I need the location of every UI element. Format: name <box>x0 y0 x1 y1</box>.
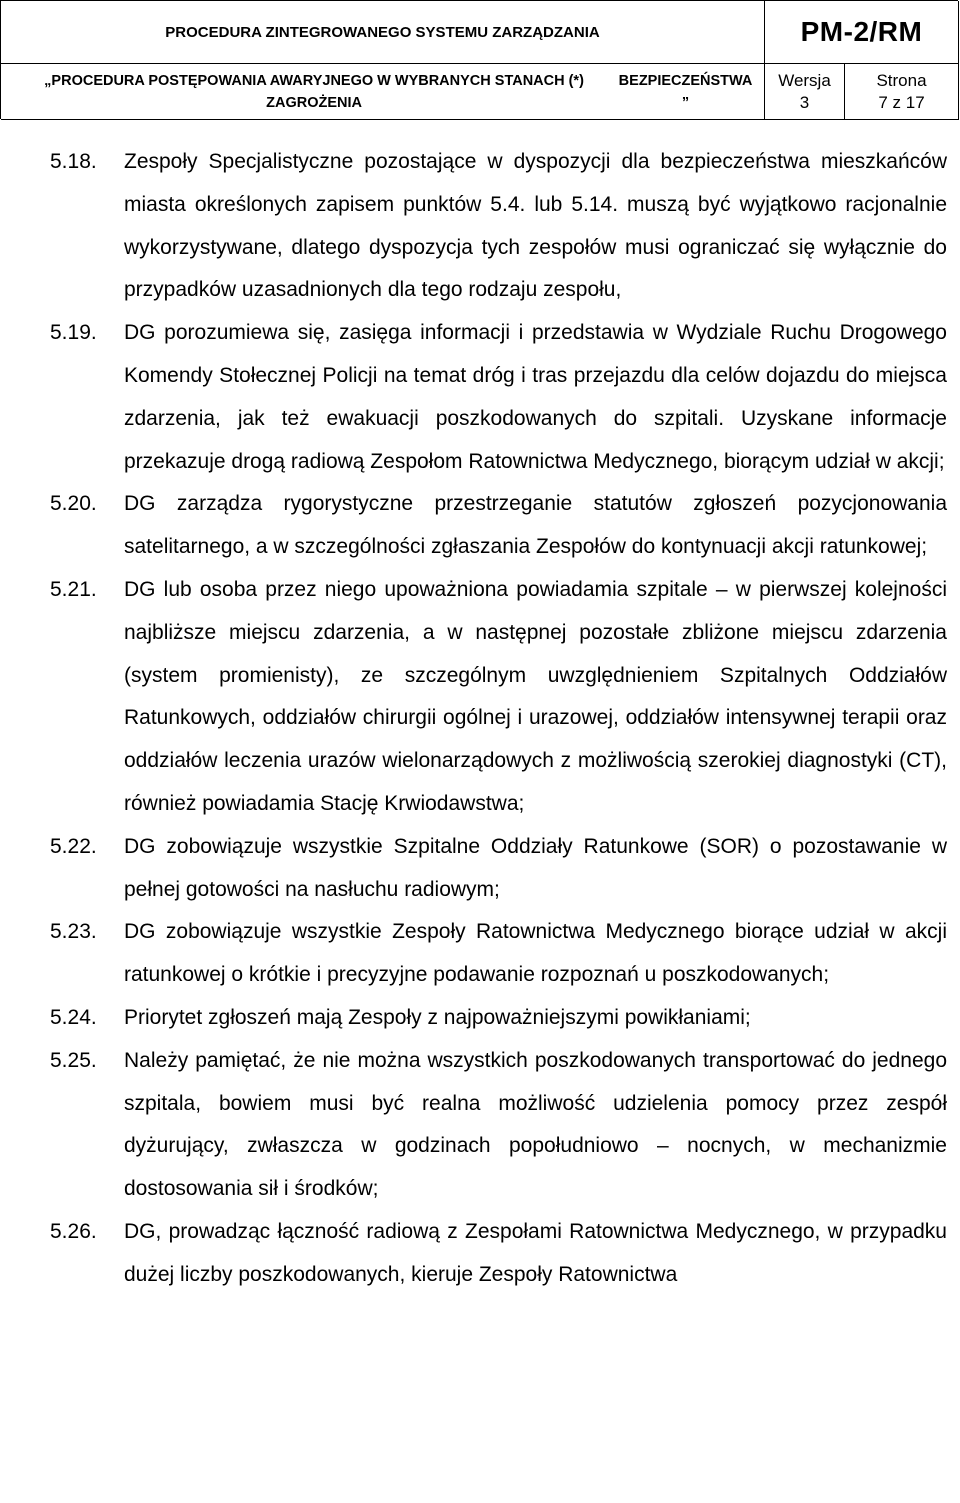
item-number: 5.24. <box>50 1005 97 1029</box>
procedure-system-title: PROCEDURA ZINTEGROWANEGO SYSTEMU ZARZĄDZANIA <box>1 1 765 64</box>
item-number: 5.25. <box>50 1048 97 1072</box>
item-number: 5.18. <box>50 150 97 173</box>
procedure-subtitle-line-2: BEZPIECZEŃSTWA ” <box>618 72 753 111</box>
document-body <box>50 141 947 1297</box>
list-item-5-18 <box>50 141 947 312</box>
item-text: DG zobowiązuje wszystkie Szpitalne Oddziały Ratunkowe (SOR) o pozostawanie w pełnej gotowości na nasłuchu radiowym; <box>124 834 947 901</box>
item-text: DG lub osoba przez niego upoważniona powiadamia szpitale – w pierwszej kolejności najbliższe miejscu zdarzenia, a w następnej pozostałe zbliżone miejscu zdarzenia (system promienisty), ze szczególnym uwzględnieniem Szpitalnych Oddziałów Ratunkowych, oddziałów chirurgii ogólnej i urazowej, oddziałów intensywnej terapii oraz oddziałów leczenia urazów wielonarządowych z możliwością szerokiej diagnostyki (CT), również powiadamia Stację Krwiodawstwa; <box>124 577 947 815</box>
page-cell <box>845 64 959 120</box>
list-item-5-26 <box>50 1211 947 1297</box>
item-text: DG porozumiewa się, zasięga informacji i przedstawia w Wydziale Ruchu Drogowego Komendy Stołecznej Policji na temat dróg i tras przejazdu dla celów dojazdu do miejsca zdarzenia, jak też ewakuacji poszkodowanych do szpitali. Uzyskane informacje przekazuje drogą radiową Zespołom Ratownictwa Medycznego, biorącym udział w akcji; <box>124 321 947 473</box>
list-item-5-19 <box>50 312 947 483</box>
version-value: 3 <box>799 92 810 112</box>
version-cell <box>765 64 845 120</box>
version-label: Wersja <box>778 70 831 90</box>
list-item-5-23 <box>50 911 947 997</box>
item-text: Zespoły Specjalistyczne pozostające w dyspozycji dla bezpieczeństwa mieszkańców miasta określonych zapisem punktów 5.4. lub 5.14. muszą być wyjątkowo racjonalnie wykorzystywane, dlatego dyspozycja tych zespołów musi ograniczać się wyłącznie do przypadków uzasadnionych dla tego rodzaju zespołu, <box>124 150 947 302</box>
document-header <box>0 0 958 119</box>
item-text: DG zarządza rygorystyczne przestrzeganie statutów zgłoszeń pozycjonowania satelitarnego, a w szczególności zgłaszania Zespołów do kontynuacji akcji ratunkowej; <box>124 492 947 559</box>
item-text: Priorytet zgłoszeń mają Zespoły z najpoważniejszymi powikłaniami; <box>124 1005 751 1029</box>
page-value: 7 z 17 <box>878 92 925 112</box>
procedure-subtitle <box>1 64 765 120</box>
item-number: 5.19. <box>50 321 97 345</box>
page-label: Strona <box>876 70 927 90</box>
item-number: 5.22. <box>50 834 97 858</box>
procedure-subtitle-line-1: „PROCEDURA POSTĘPOWANIA AWARYJNEGO W WYBRANYCH STANACH (*) ZAGROŻENIA <box>44 72 584 111</box>
item-text: DG zobowiązuje wszystkie Zespoły Ratownictwa Medycznego biorące udział w akcji ratunkowej o krótkie i precyzyjne podawanie rozpoznań u poszkodowanych; <box>124 920 947 987</box>
list-item-5-22 <box>50 826 947 912</box>
item-number: 5.21. <box>50 577 97 601</box>
item-text: DG, prowadząc łączność radiową z Zespołami Ratownictwa Medycznego, w przypadku dużej liczby poszkodowanych, kieruje Zespoły Ratownictwa <box>124 1219 947 1286</box>
item-number: 5.20. <box>50 492 97 516</box>
procedure-code: PM-2/RM <box>765 1 959 64</box>
item-number: 5.26. <box>50 1219 97 1243</box>
list-item-5-21 <box>50 569 947 826</box>
list-item-5-25 <box>50 1040 947 1211</box>
item-number: 5.23. <box>50 920 97 944</box>
list-item-5-20 <box>50 483 947 569</box>
list-item-5-24 <box>50 997 947 1040</box>
item-text: Należy pamiętać, że nie można wszystkich poszkodowanych transportować do jednego szpitala, bowiem musi być realna możliwość udzielenia pomocy przez zespół dyżurujący, zwłaszcza w godzinach popołudniowo – nocnych, w mechanizmie dostosowania sił i środków; <box>124 1048 947 1201</box>
